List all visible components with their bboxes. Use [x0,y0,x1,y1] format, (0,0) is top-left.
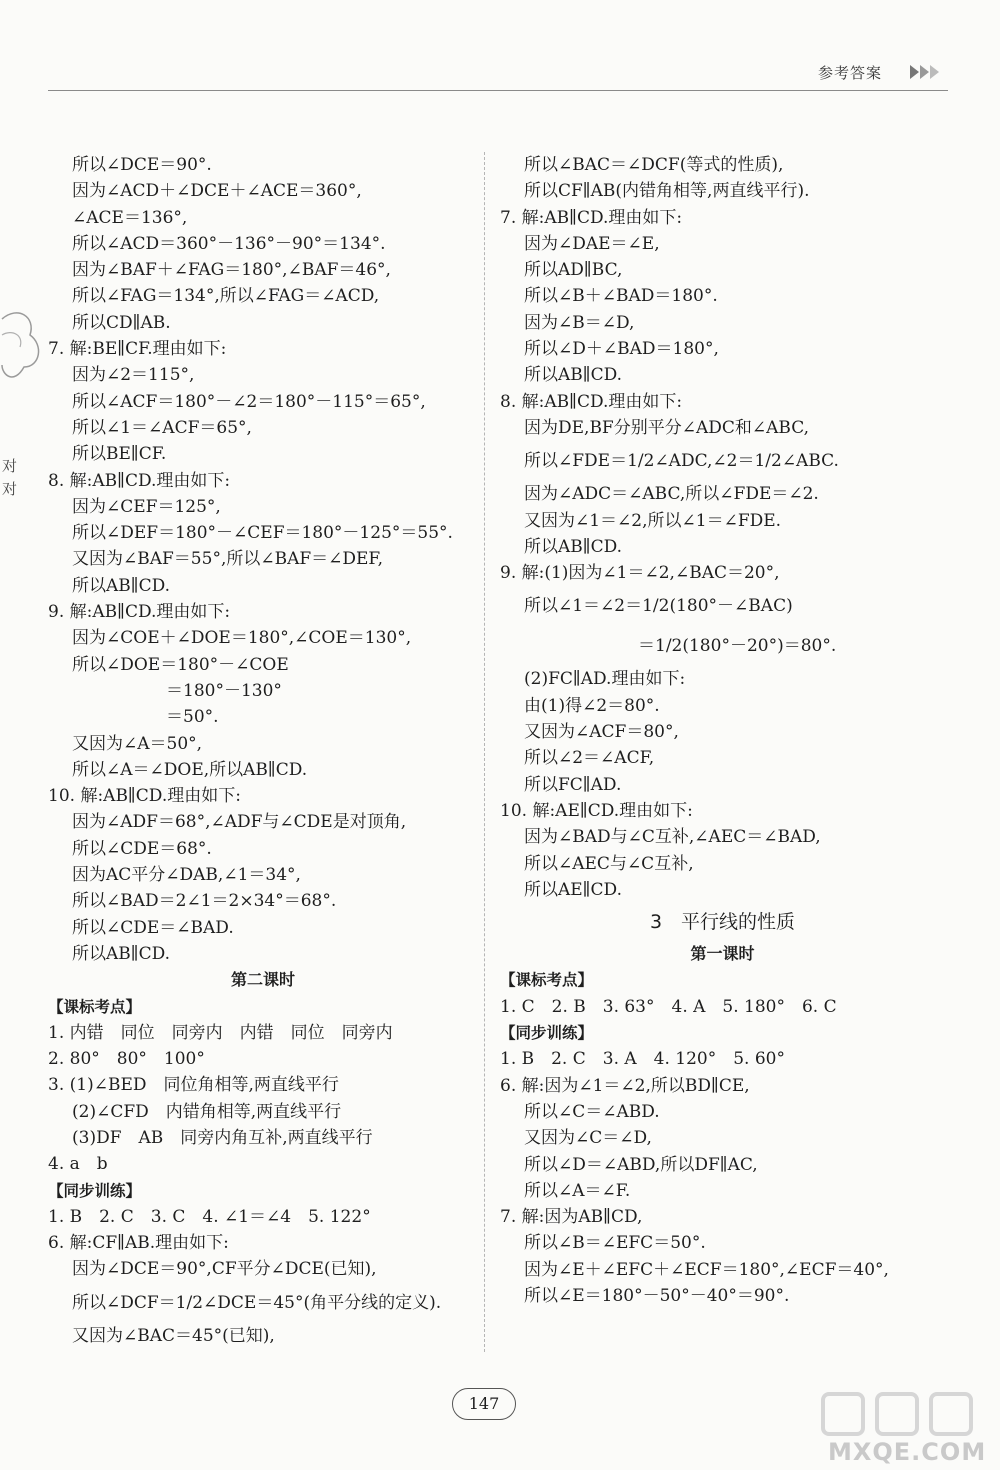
left-column [48,152,478,1349]
left-column-line: 所以∠DEF＝180°－∠CEF＝180°－125°＝55°. [72,523,453,544]
right-column-line: 又因为∠C＝∠D, [524,1128,652,1149]
left-column-line: 9. 解:AB∥CD.理由如下: [48,602,231,623]
left-column-line: 6. 解:CF∥AB.理由如下: [48,1233,229,1254]
right-column-line: 所以∠2＝∠ACF, [524,748,655,769]
left-column-line: (2)∠CFD 内错角相等,两直线平行 [72,1101,342,1122]
left-column-line: 因为AC平分∠DAB,∠1＝34°, [72,865,301,886]
right-column-line: (2)FC∥AD.理由如下: [524,669,686,690]
left-column-line: 因为∠2＝115°, [72,365,195,386]
left-column-line: 又因为∠BAF＝55°,所以∠BAF＝∠DEF, [72,549,383,570]
right-column-line: 10. 解:AE∥CD.理由如下: [500,800,693,821]
left-column-line: 因为∠BAF＋∠FAG＝180°,∠BAF＝46°, [72,260,391,281]
right-column-line: 3 平行线的性质 [649,911,796,934]
column-divider [484,152,485,1352]
header-rule [48,90,948,91]
right-column-line: 所以AB∥CD. [524,365,623,386]
left-column-line: 因为∠ACD＋∠DCE＋∠ACE＝360°, [72,181,362,202]
left-column-line: 所以∠1＝∠ACF＝65°, [72,417,252,438]
right-column-line: 所以AD∥BC, [524,260,623,281]
left-column-line: 所以∠ACD＝360°－136°－90°＝134°. [72,233,386,254]
left-column-line: 所以AB∥CD. [72,575,171,596]
left-column-line: 所以∠CDE＝68°. [72,838,212,859]
right-column-line: 所以AB∥CD. [524,536,623,557]
right-column-line: 第一课时 [690,944,755,964]
left-column-line: 所以∠A＝∠DOE,所以AB∥CD. [72,759,308,780]
left-column-line: 10. 解:AB∥CD.理由如下: [48,786,241,807]
left-column-line: 因为∠CEF＝125°, [72,496,221,517]
left-column-line: 所以∠CDE＝∠BAD. [72,917,234,938]
right-column-line: 所以∠D＝∠ABD,所以DF∥AC, [524,1154,758,1175]
right-column-line: 【课标考点】 [500,971,594,990]
right-column-line: 所以∠A＝∠F. [524,1180,631,1201]
left-column-line: 3. (1)∠BED 同位角相等,两直线平行 [48,1075,339,1096]
right-column-line: 因为∠ADC＝∠ABC,所以∠FDE＝∠2. [524,484,819,505]
right-column-line: 所以∠FDE＝1/2∠ADC,∠2＝1/2∠ABC. [524,451,839,472]
right-column-line: 所以AE∥CD. [524,879,622,900]
left-column-line: 因为∠DCE＝90°,CF平分∠DCE(已知), [72,1259,377,1280]
right-column-line: 7. 解:AB∥CD.理由如下: [500,207,683,228]
left-column-line: 所以BE∥CF. [72,444,167,465]
left-column-line: 因为∠COE＋∠DOE＝180°,∠COE＝130°, [72,628,412,649]
left-column-line: ∠ACE＝136°, [72,207,188,228]
left-column-line: 所以∠DCF＝1/2∠DCE＝45°(角平分线的定义). [72,1292,442,1313]
margin-text-2: 对 [2,480,18,498]
left-column-line: 【同步训练】 [48,1181,142,1200]
header-label: 参考答案 [818,64,883,82]
left-column-line: 因为∠ADF＝68°,∠ADF与∠CDE是对顶角, [72,812,407,833]
header-arrows-icon [908,62,948,82]
left-column-line: 【课标考点】 [48,997,142,1016]
right-column-line: 因为∠DAE＝∠E, [524,233,660,254]
right-column-line: 又因为∠1＝∠2,所以∠1＝∠FDE. [524,510,782,531]
right-column-line: 7. 解:因为AB∥CD, [500,1207,643,1228]
left-column-line: 7. 解:BE∥CF.理由如下: [48,339,227,360]
right-column-line: 因为∠B＝∠D, [524,312,635,333]
left-column-line: 1. B 2. C 3. C 4. ∠1＝∠4 5. 122° [48,1206,371,1227]
left-column-line: 所以AB∥CD. [72,943,171,964]
left-column-line: 4. a b [48,1154,108,1175]
right-column-line: 所以∠1＝∠2＝1/2(180°－∠BAC) [524,596,793,617]
right-column-line: 所以∠AEC与∠C互补, [524,853,694,874]
right-column-line: 所以∠BAC＝∠DCF(等式的性质), [524,155,784,175]
left-column-line: 所以∠DCE＝90°. [72,155,212,175]
left-column-line: ＝50°. [166,707,219,728]
right-column-line: 1. B 2. C 3. A 4. 120° 5. 60° [500,1049,785,1070]
left-column-line: 所以∠BAD＝2∠1＝2×34°＝68°. [72,891,337,912]
left-column-line: 又因为∠BAC＝45°(已知), [72,1325,275,1346]
left-column-line: 2. 80° 80° 100° [48,1049,205,1070]
right-column-line: 所以∠C＝∠ABD. [524,1101,660,1122]
page-number: 147 [452,1388,516,1420]
left-column-line: 又因为∠A＝50°, [72,733,203,754]
right-column-line: 所以∠E＝180°－50°－40°＝90°. [524,1285,790,1306]
left-column-line: 1. 内错 同位 同旁内 内错 同位 同旁内 [48,1022,393,1043]
right-column-line: 6. 解:因为∠1＝∠2,所以BD∥CE, [500,1075,750,1096]
right-column-line: 所以∠B＋∠BAD＝180°. [524,286,718,307]
binding-decoration-icon [0,305,44,395]
left-column-line: 第二课时 [230,970,295,990]
right-column-line: 因为∠E＋∠EFC＋∠ECF＝180°,∠ECF＝40°, [524,1259,889,1280]
margin-text-1: 对 [2,457,18,475]
right-column-line: 9. 解:(1)因为∠1＝∠2,∠BAC＝20°, [500,563,780,584]
right-column-line: 所以FC∥AD. [524,774,622,795]
left-column-line: 所以∠DOE＝180°－∠COE [72,654,289,675]
right-column-line: 所以∠D＋∠BAD＝180°, [524,339,719,360]
right-column-line: 又因为∠ACF＝80°, [524,722,679,743]
left-column-line: 所以CD∥AB. [72,312,171,333]
right-column-line: 【同步训练】 [500,1024,594,1043]
right-column-line: 所以CF∥AB(内错角相等,两直线平行). [524,181,810,202]
left-column-line: 8. 解:AB∥CD.理由如下: [48,470,231,491]
right-column [500,152,945,1309]
right-column-line: 由(1)得∠2＝80°. [524,695,660,716]
left-column-line: 所以∠ACF＝180°－∠2＝180°－115°＝65°, [72,391,426,412]
right-column-line: 因为∠BAD与∠C互补,∠AEC＝∠BAD, [524,827,821,848]
right-column-line: 1. C 2. B 3. 63° 4. A 5. 180° 6. C [500,996,837,1017]
right-column-line: 8. 解:AB∥CD.理由如下: [500,391,683,412]
right-column-line: 所以∠B＝∠EFC＝50°. [524,1233,706,1254]
left-column-line: 所以∠FAG＝134°,所以∠FAG＝∠ACD, [72,286,380,307]
left-column-line: ＝180°－130° [166,680,282,701]
watermark-text: MXQE.COM [828,1438,987,1466]
left-column-line: (3)DF AB 同旁内角互补,两直线平行 [72,1127,373,1148]
right-column-line: ＝1/2(180°－20°)＝80°. [638,636,837,657]
right-column-line: 因为DE,BF分别平分∠ADC和∠ABC, [524,417,810,438]
